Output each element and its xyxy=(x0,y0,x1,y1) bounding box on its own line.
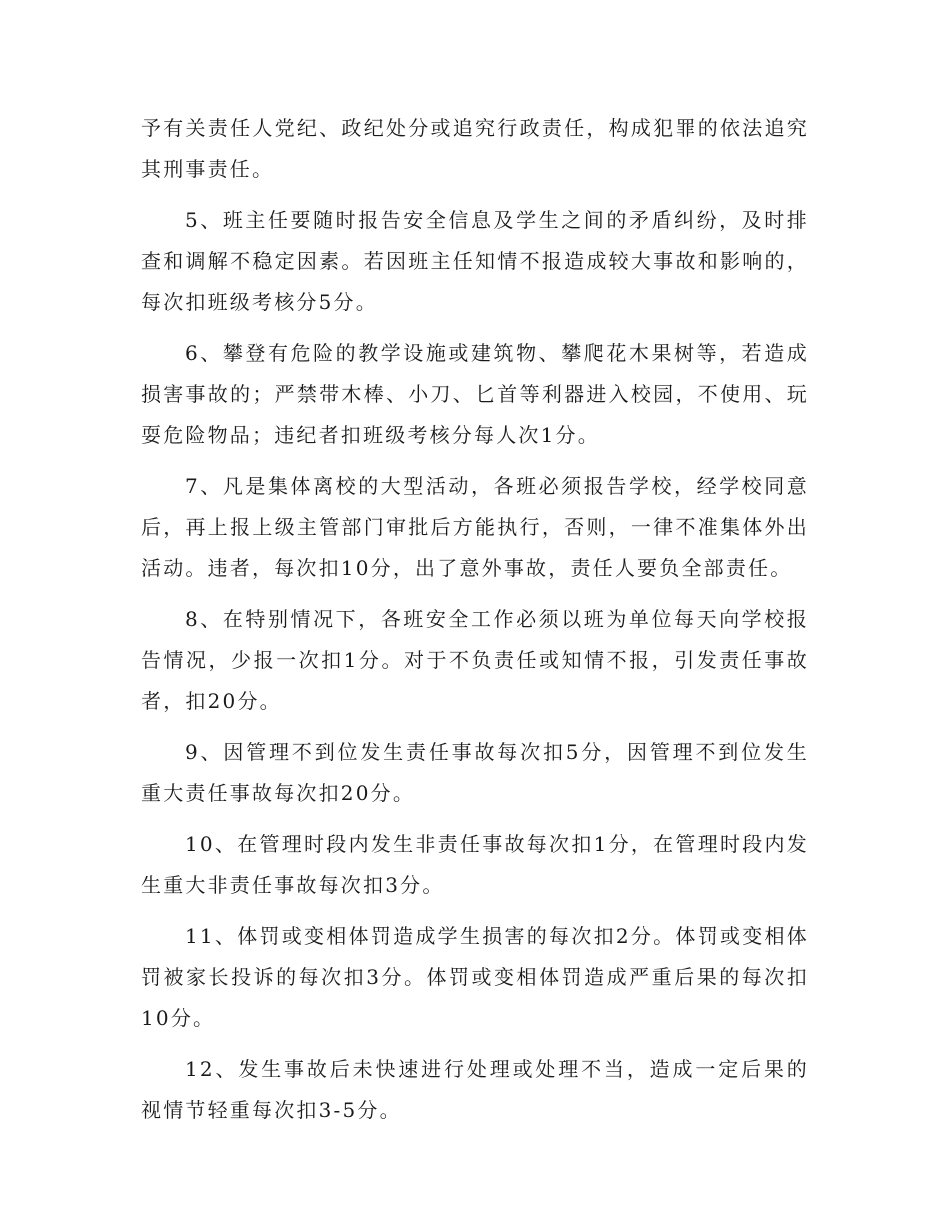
paragraph-item-7: 7、凡是集体离校的大型活动，各班必须报告学校，经学校同意后，再上报上级主管部门审批后方能执行，否则，一律不准集体外出活动。违者，每次扣10分，出了意外事故，责任人要负全部责任。 xyxy=(141,474,809,580)
document-body xyxy=(141,108,809,1141)
paragraph-item-9: 9、因管理不到位发生责任事故每次扣5分，因管理不到位发生重大责任事故每次扣20分。 xyxy=(141,740,809,805)
paragraph-item-10: 10、在管理时段内发生非责任事故每次扣1分，在管理时段内发生重大非责任事故每次扣3分。 xyxy=(141,832,809,897)
paragraph-item-12: 12、发生事故后未快速进行处理或处理不当，造成一定后果的视情节轻重每次扣3-5分。 xyxy=(141,1057,809,1122)
paragraph-continuation: 予有关责任人党纪、政纪处分或追究行政责任，构成犯罪的依法追究其刑事责任。 xyxy=(141,116,809,181)
paragraph-item-8: 8、在特别情况下，各班安全工作必须以班为单位每天向学校报告情况，少报一次扣1分。对于不负责任或知情不报，引发责任事故者，扣20分。 xyxy=(141,607,809,713)
paragraph-item-5: 5、班主任要随时报告安全信息及学生之间的矛盾纠纷，及时排查和调解不稳定因素。若因班主任知情不报造成较大事故和影响的，每次扣班级考核分5分。 xyxy=(141,208,809,314)
paragraph-item-6: 6、攀登有危险的教学设施或建筑物、攀爬花木果树等，若造成损害事故的；严禁带木棒、小刀、匕首等利器进入校园，不使用、玩耍危险物品；违纪者扣班级考核分每人次1分。 xyxy=(141,341,809,447)
paragraph-item-11: 11、体罚或变相体罚造成学生损害的每次扣2分。体罚或变相体罚被家长投诉的每次扣3分。体罚或变相体罚造成严重后果的每次扣10分。 xyxy=(141,924,809,1030)
